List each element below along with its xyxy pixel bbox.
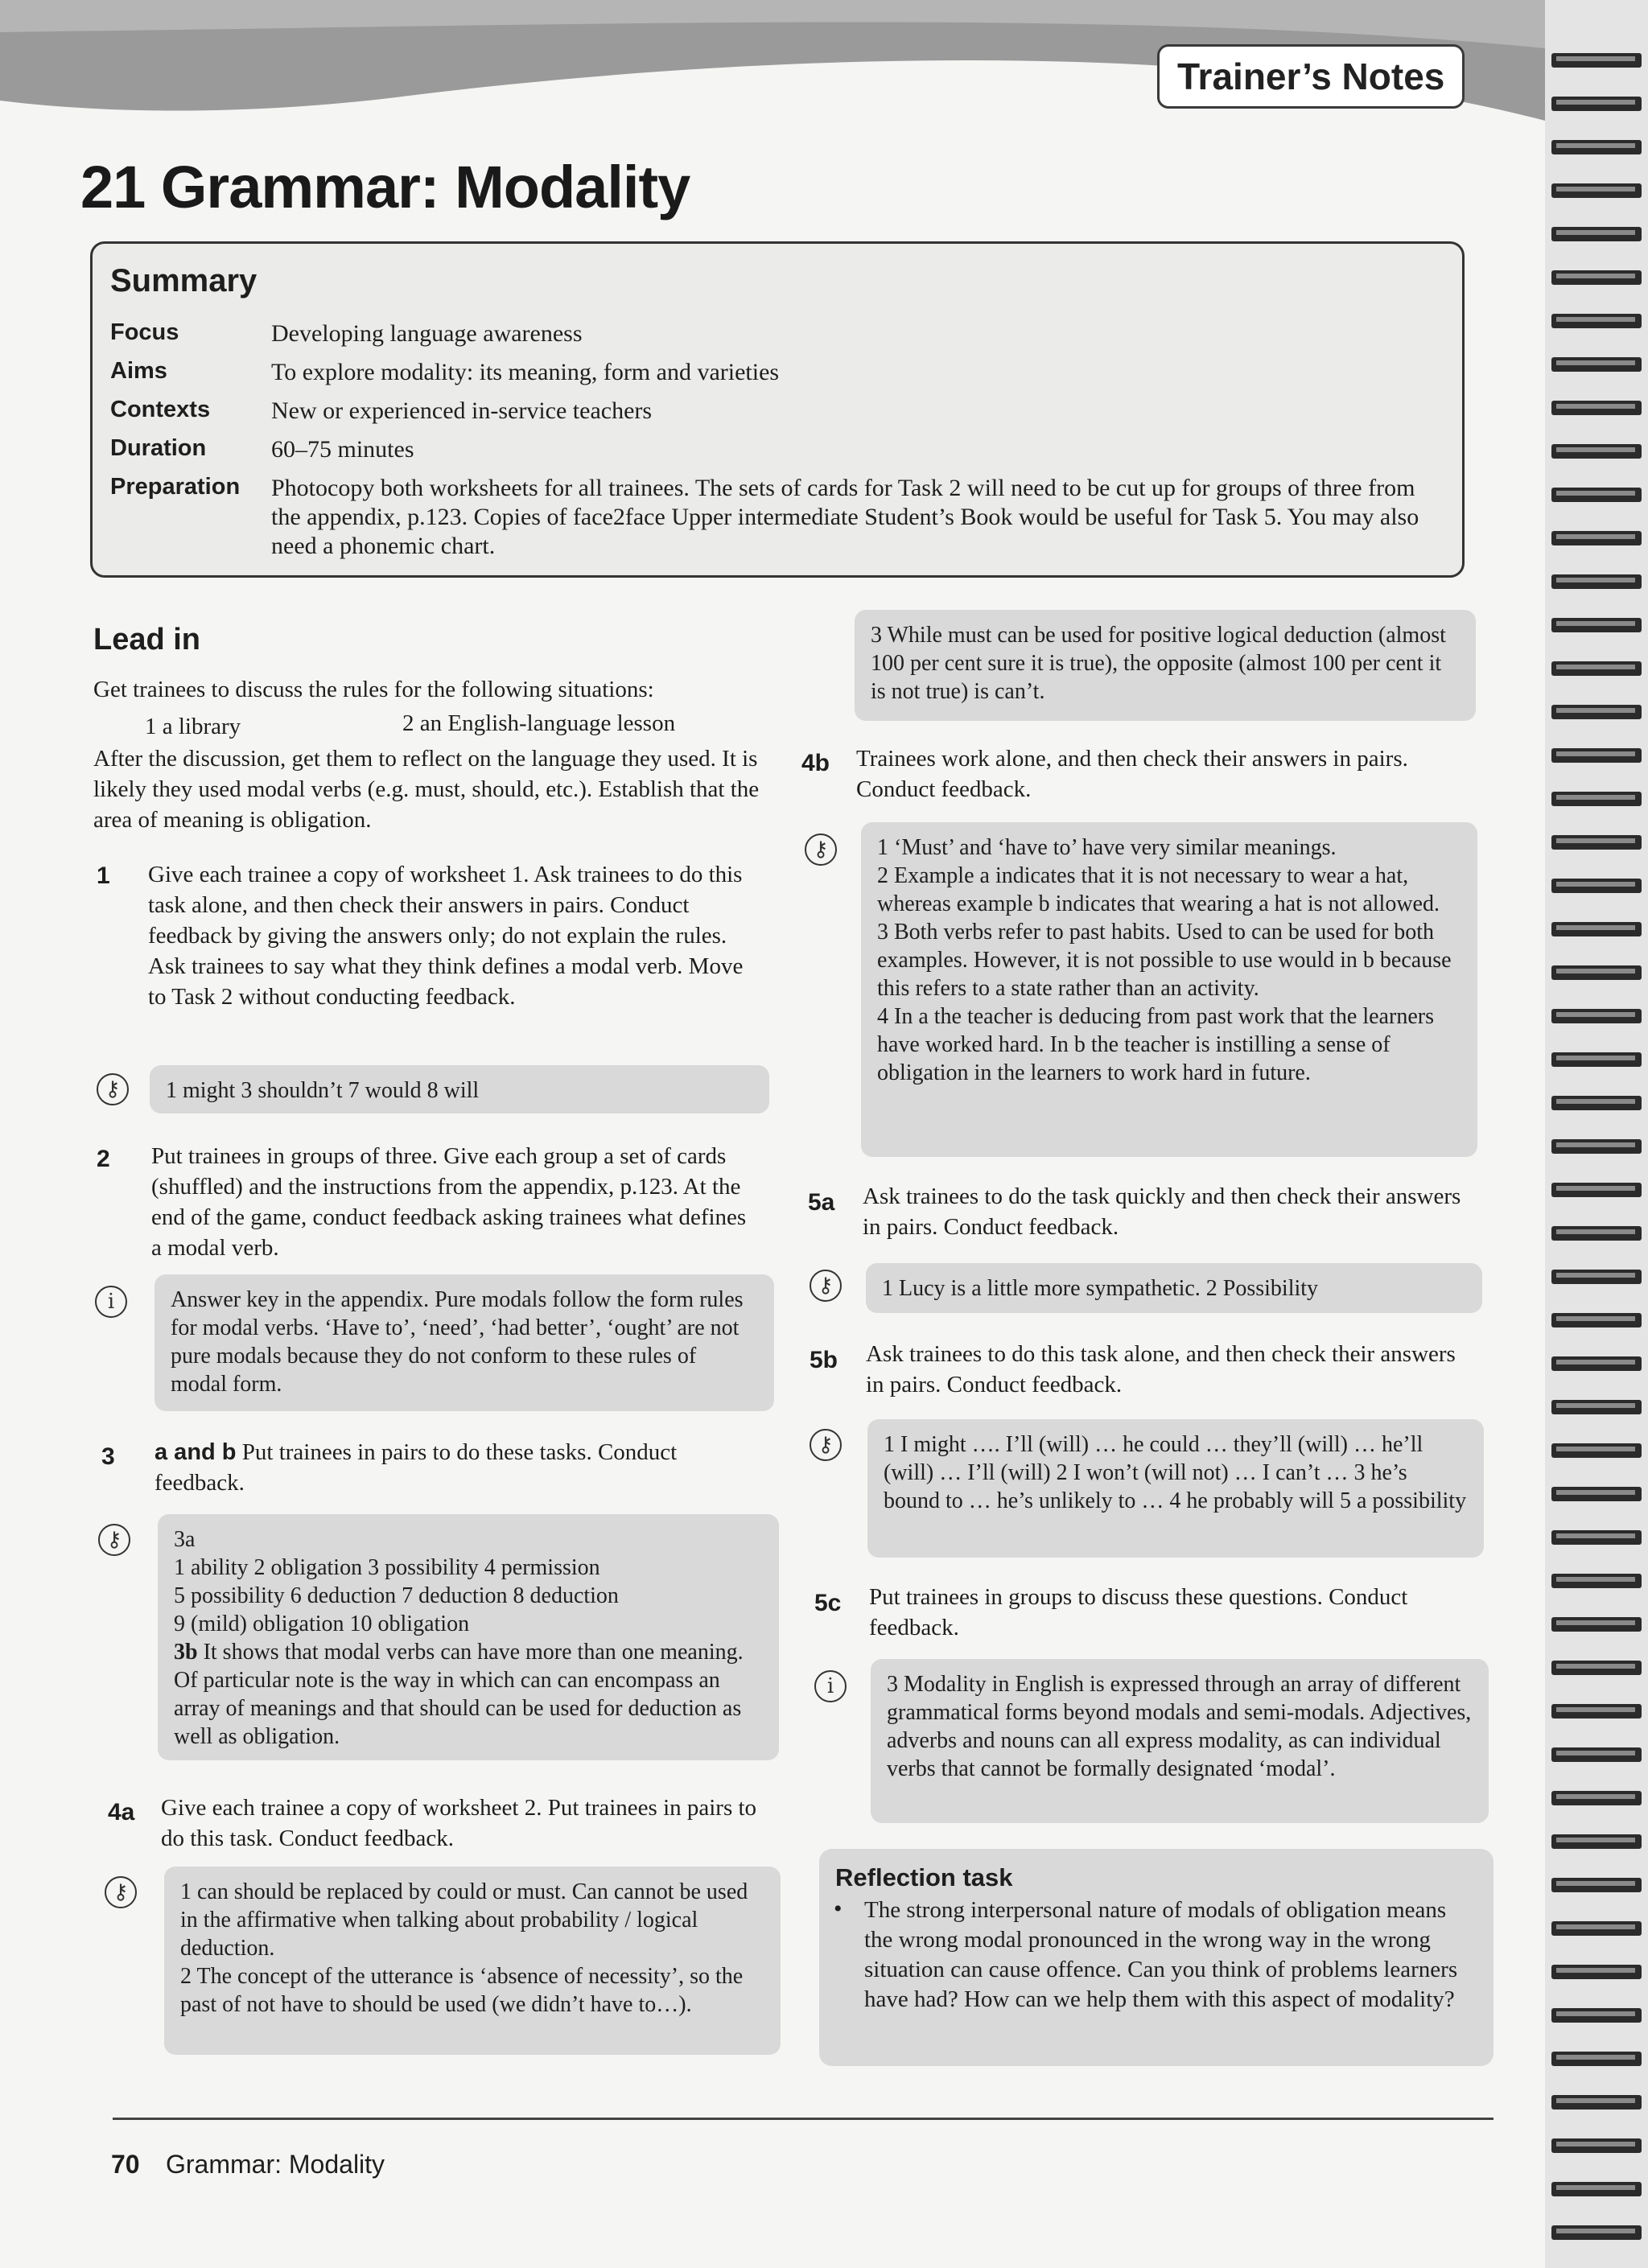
info-icon: i — [814, 1670, 847, 1702]
task-4a-text: Give each trainee a copy of worksheet 2. Put trainees in pairs to do this task. Conduct feedback. — [161, 1795, 757, 1851]
key-icon: ⚷ — [810, 1270, 842, 1302]
spiral-coil — [1551, 2134, 1642, 2158]
summary-value: 60–75 minutes — [271, 436, 414, 463]
spiral-coil — [1551, 570, 1642, 594]
key-item: 3 Both verbs refer to past habits. Used to can be used for both examples. However, it is not possible to use would in b because this refers to a state rather than an activity. — [877, 920, 1452, 1001]
task-number: 4a — [108, 1799, 135, 1826]
task-number: 4b — [801, 750, 830, 776]
summary-value: New or experienced in-service teachers — [271, 397, 653, 424]
task-3-text — [154, 1437, 766, 1498]
spiral-coil — [1551, 309, 1642, 333]
spiral-binding — [1545, 0, 1648, 2268]
spiral-coil — [1551, 2003, 1642, 2027]
key-heading: 3a — [174, 1527, 196, 1552]
spiral-coil — [1551, 1916, 1642, 1941]
spiral-coil — [1551, 439, 1642, 463]
task-3-label: a and b — [154, 1439, 237, 1465]
spiral-coil — [1551, 1134, 1642, 1159]
key-line-3b — [174, 1638, 763, 1751]
key-3b-label: 3b — [174, 1640, 198, 1665]
footer-rule — [113, 2118, 1494, 2120]
task-5a-key: 1 Lucy is a little more sympathetic. 2 Possibility — [866, 1263, 1482, 1313]
task-4b-key — [861, 822, 1477, 1157]
task-3-key — [158, 1514, 779, 1760]
task-number: 5b — [810, 1347, 838, 1373]
spiral-coil — [1551, 1221, 1642, 1245]
key-icon: ⚷ — [810, 1429, 842, 1461]
spiral-coil — [1551, 1091, 1642, 1115]
task-5c-text: Put trainees in groups to discuss these questions. Conduct feedback. — [869, 1584, 1408, 1640]
spiral-coil — [1551, 1569, 1642, 1593]
spiral-coil — [1551, 1786, 1642, 1810]
task-4b-text: Trainees work alone, and then check their answers in pairs. Conduct feedback. — [856, 746, 1408, 802]
spiral-coil — [1551, 1525, 1642, 1550]
key-icon: ⚷ — [105, 1876, 137, 1908]
key-line: 5 possibility 6 deduction 7 deduction 8 deduction — [174, 1583, 619, 1608]
spiral-coil — [1551, 1743, 1642, 1767]
key-icon: ⚷ — [98, 1524, 130, 1556]
summary-heading: Summary — [110, 263, 258, 298]
trainers-notes-badge: Trainer’s Notes — [1157, 44, 1465, 109]
summary-key: Preparation — [110, 474, 241, 500]
footer-title: Grammar: Modality — [166, 2150, 385, 2179]
spiral-coil — [1551, 135, 1642, 159]
page-number: 70 — [111, 2150, 140, 2179]
task-1-key: 1 might 3 shouldn’t 7 would 8 will — [150, 1065, 769, 1113]
task-2-text: Put trainees in groups of three. Give each group a set of cards (shuffled) and the instructions from the appendix, p.123. At the end of the game, conduct feedback asking trainees what defines a modal verb. — [151, 1143, 747, 1261]
task-3-instructions: Put trainees in pairs to do these tasks. Conduct feedback. — [154, 1439, 678, 1496]
spiral-coil — [1551, 1265, 1642, 1289]
task-4a-key — [164, 1867, 781, 2055]
spiral-coil — [1551, 1612, 1642, 1636]
spiral-coil — [1551, 1048, 1642, 1072]
spiral-coil — [1551, 1004, 1642, 1028]
spiral-coil — [1551, 1439, 1642, 1463]
task-number: 5a — [808, 1189, 835, 1216]
spiral-coil — [1551, 1656, 1642, 1680]
lead-in-text: Get trainees to discuss the rules for the following situations: — [93, 677, 654, 702]
summary-value: Developing language awareness — [271, 320, 583, 347]
summary-key: Aims — [110, 358, 167, 384]
summary-value: To explore modality: its meaning, form and varieties — [271, 359, 780, 385]
spiral-coil — [1551, 2177, 1642, 2201]
task-5a-text: Ask trainees to do the task quickly and then check their answers in pairs. Conduct feedback. — [863, 1183, 1461, 1240]
spiral-coil — [1551, 179, 1642, 203]
task-1-text: Give each trainee a copy of worksheet 1. Ask trainees to do this task alone, and then check their answers in pairs. Conduct feedback by giving the answers only; do not explain the rules. Ask trainees to say what they think defines a modal verb. Move to Task 2 without conducting feedback. — [148, 862, 744, 1010]
spiral-coil — [1551, 787, 1642, 811]
key-icon: ⚷ — [805, 834, 837, 866]
spiral-coil — [1551, 917, 1642, 941]
task-5b-text: Ask trainees to do this task alone, and then check their answers in pairs. Conduct feedback. — [866, 1341, 1456, 1397]
task-5c-info: 3 Modality in English is expressed through an array of different grammatical forms beyond modals and semi-modals. Adjectives, adverbs and nouns can all express modality, as can individual verbs that cannot be formally designated ‘modal’. — [871, 1659, 1489, 1823]
spiral-coil — [1551, 92, 1642, 116]
task-5b-key: 1 I might …. I’ll (will) … he could … they’ll (will) … he’ll (will) … I’ll (will) 2 I won’t (will not) … I can’t … 3 he’s bound to … he’s unlikely to … 4 he probably will 5 a possibility — [867, 1419, 1484, 1558]
task-number: 2 — [97, 1146, 110, 1172]
spiral-coil — [1551, 657, 1642, 681]
spiral-coil — [1551, 2090, 1642, 2114]
spiral-coil — [1551, 1699, 1642, 1723]
page-title: 21 Grammar: Modality — [80, 154, 690, 220]
key-item: 1 can should be replaced by could or must. Can cannot be used in the affirmative when talking about probability / logical deduction. — [180, 1879, 748, 1961]
key-item: 4 In a the teacher is deducing from past work that the learners have worked hard. In b the teacher is instilling a sense of obligation in the learners to work hard in future. — [877, 1004, 1434, 1085]
spiral-coil — [1551, 352, 1642, 377]
spiral-coil — [1551, 1482, 1642, 1506]
spiral-coil — [1551, 1830, 1642, 1854]
spiral-coil — [1551, 961, 1642, 985]
spiral-coil — [1551, 874, 1642, 898]
summary-key: Duration — [110, 435, 207, 461]
lead-in-heading: Lead in — [93, 623, 201, 657]
task-2-info: Answer key in the appendix. Pure modals follow the form rules for modal verbs. ‘Have to’, ‘need’, ‘had better’, ‘ought’ are not pure modals because they do not conform to these rules of modal form. — [154, 1274, 774, 1411]
bullet-icon: • — [834, 1895, 843, 1922]
spiral-coil — [1551, 1178, 1642, 1202]
summary-value: Photocopy both worksheets for all trainees. The sets of cards for Task 2 will need to be cut up for groups of three from the appendix, p.123. Copies of face2face Upper intermediate Student’s Book would be useful for Task 5. You may also need a phonemic chart. — [271, 475, 1419, 559]
spiral-coil — [1551, 1352, 1642, 1376]
task-number: 5c — [814, 1590, 842, 1616]
task-4a-key-continued: 3 While must can be used for positive logical deduction (almost 100 per cent sure it is true), the opposite (almost 100 per cent it is not true) is can’t. — [855, 610, 1476, 721]
spiral-coil — [1551, 265, 1642, 290]
spiral-coil — [1551, 526, 1642, 550]
spiral-coil — [1551, 396, 1642, 420]
spiral-coil — [1551, 743, 1642, 768]
spiral-coil — [1551, 222, 1642, 246]
spiral-coil — [1551, 700, 1642, 724]
lead-in-item-1: 1 a library — [145, 714, 241, 739]
spiral-coil — [1551, 1873, 1642, 1897]
spiral-coil — [1551, 1308, 1642, 1332]
reflection-heading: Reflection task — [835, 1863, 1013, 1891]
spiral-coil — [1551, 830, 1642, 854]
reflection-task-box — [819, 1849, 1494, 2066]
key-3b-text: It shows that modal verbs can have more than one meaning. Of particular note is the way in which can can encompass an array of meanings and that should can be used for deduction as well as obligation. — [174, 1640, 744, 1749]
spiral-coil — [1551, 613, 1642, 637]
summary-key: Focus — [110, 319, 179, 345]
spiral-coil — [1551, 2047, 1642, 2071]
lead-in-paragraph: After the discussion, get them to reflect on the language they used. It is likely they used modal verbs (e.g. must, should, etc.). Establish that the area of meaning is obligation. — [93, 746, 760, 833]
lead-in-item-2: 2 an English-language lesson — [402, 710, 676, 736]
key-line: 9 (mild) obligation 10 obligation — [174, 1611, 470, 1636]
spiral-coil — [1551, 48, 1642, 72]
spiral-coil — [1551, 483, 1642, 507]
spiral-coil — [1551, 1960, 1642, 1984]
spiral-coil — [1551, 2221, 1642, 2245]
key-item: 1 ‘Must’ and ‘have to’ have very similar meanings. — [877, 835, 1337, 860]
task-number: 1 — [97, 862, 110, 889]
summary-key: Contexts — [110, 397, 211, 422]
key-item: 2 Example a indicates that it is not necessary to wear a hat, whereas example b indicates that wearing a hat is not allowed. — [877, 863, 1440, 916]
info-icon: i — [95, 1286, 127, 1318]
key-icon: ⚷ — [97, 1073, 129, 1105]
task-number: 3 — [101, 1443, 115, 1470]
summary-box — [90, 241, 1465, 578]
spiral-coil — [1551, 1395, 1642, 1419]
key-line: 1 ability 2 obligation 3 possibility 4 permission — [174, 1555, 600, 1580]
key-item: 2 The concept of the utterance is ‘absence of necessity’, so the past of not have to should be used (we didn’t have to…). — [180, 1964, 744, 2017]
reflection-text: The strong interpersonal nature of modals of obligation means the wrong modal pronounced in the wrong way in the wrong situation can cause offence. Can you think of problems learners have had? How can we help them with this aspect of modality? — [864, 1897, 1458, 2012]
